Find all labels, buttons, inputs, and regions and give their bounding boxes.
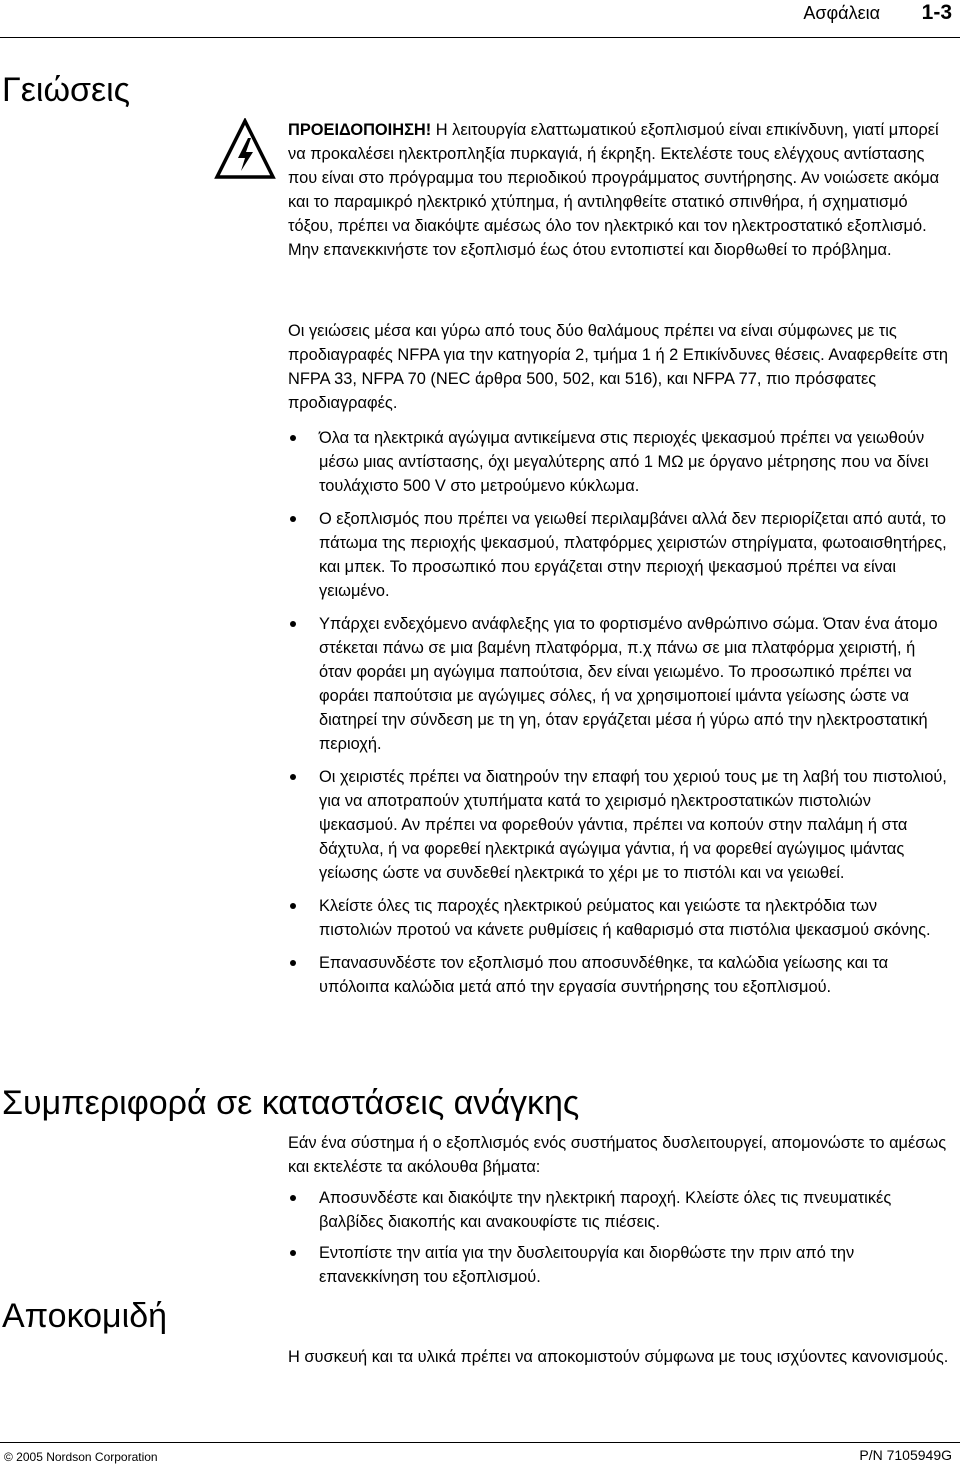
warning-label: ΠΡΟΕΙΔΟΠΟΙΗΣΗ!	[288, 121, 432, 139]
header-page-number: 1-3	[921, 1, 952, 24]
list-item: Επανασυνδέστε τον εξοπλισμό που αποσυνδέθηκε, τα καλώδια γείωσης και τα υπόλοιπα καλώδια μετά από την εργασία συντήρησης του εξοπλισμού.	[288, 951, 952, 999]
bullet-icon	[290, 435, 296, 441]
header-rule	[0, 37, 960, 38]
grounding-intro-text: Οι γειώσεις μέσα και γύρω από τους δύο θαλάμους πρέπει να είναι σύμφωνες με τις προδιαγραφές NFPA για την κατηγορία 2, τμήμα 1 ή 2 Επικίνδυνες θέσεις. Αναφερθείτε στη NFPA 33, NFPA 70 (NEC άρθρα 500, 502, και 516), και NFPA 77, πιο πρόσφατες προδιαγραφές.	[288, 322, 949, 412]
list-item: Κλείστε όλες τις παροχές ηλεκτρικού ρεύματος και γειώστε τα ηλεκτρόδια των πιστολιών προτού να κάνετε ρυθμίσεις ή καθαρισμό στα πιστόλια ψεκασμού σκόνης.	[288, 894, 952, 942]
list-item: Υπάρχει ενδεχόμενο ανάφλεξης για το φορτισμένο ανθρώπινο σώμα. Όταν ένα άτομο στέκεται πάνω σε μια βαμένη πλατφόρμα, π.χ πάνω σε μια πλατφόρμα χειριστή, ή όταν φοράει μη αγώγιμα παπούτσια, δεν είναι γειωμένο. Το προσωπικό πρέπει να φοράει παπούτσια με αγώγιμες σόλες, ή να χρησιμοποιεί ιμάντα γείωσης ώστε να διατηρεί την σύνδεση με τη γη, όταν εργάζεται μέσα ή γύρω από την ηλεκτροστατική περιοχή.	[288, 612, 952, 756]
electrical-hazard-triangle-icon	[214, 118, 276, 180]
disposal-heading: Αποκομιδή	[2, 1297, 168, 1335]
footer-copyright: © 2005 Nordson Corporation	[4, 1450, 158, 1464]
grounding-heading: Γειώσεις	[2, 71, 131, 109]
warning-text: Η λειτουργία ελαττωματικού εξοπλισμού είναι επικίνδυνη, γιατί μπορεί να προκαλέσει ηλεκτροπληξία πυρκαγιά, ή έκρηξη. Εκτελέστε τους ελέγχους αντίστασης που είναι στο πρόγραμμα του περιοδικού προγράμματος συντήρησης. Αν νοιώσετε ακόμα και το παραμικρό ηλεκτρικό χτύπημα, ή αντιληφθείτε στατικό σπινθήρα, ή σχηματισμό τόξου, πρέπει να διακόψτε αμέσως όλο τον ηλεκτρικό και τον ηλεκτροστατικό εξοπλισμό. Μην επανεκκινήστε τον εξοπλισμό έως ότου εντοπιστεί και διορθωθεί το πρόβλημα.	[288, 121, 940, 259]
grounding-intro-paragraph	[288, 319, 952, 415]
bullet-icon	[290, 1250, 296, 1256]
bullet-icon	[290, 903, 296, 909]
disposal-paragraph	[288, 1345, 952, 1369]
list-item: Αποσυνδέστε και διακόψτε την ηλεκτρική παροχή. Κλείστε όλες τις πνευματικές βαλβίδες διακοπής και ανακουφίστε τις πιέσεις.	[288, 1186, 952, 1234]
footer-part-number: P/N 7105949G	[859, 1447, 952, 1463]
bullet-icon	[290, 774, 296, 780]
list-item: Όλα τα ηλεκτρικά αγώγιμα αντικείμενα στις περιοχές ψεκασμού πρέπει να γειωθούν μέσω μιας αντίστασης, όχι μεγαλύτερης από 1 MΩ με όργανο μέτρησης που να δίνει τουλάχιστο 500 V στο μετρούμενο κύκλωμα.	[288, 426, 952, 498]
disposal-text: Η συσκευή και τα υλικά πρέπει να αποκομιστούν σύμφωνα με τους ισχύοντες κανονισμούς.	[288, 1348, 949, 1366]
bullet-icon	[290, 621, 296, 627]
bullet-icon	[290, 960, 296, 966]
emergency-intro-text: Εάν ένα σύστημα ή ο εξοπλισμός ενός συστήματος δυσλειτουργεί, απομονώστε το αμέσως και εκτελέστε τα ακόλουθα βήματα:	[288, 1134, 947, 1176]
grounding-bullet-list	[288, 426, 952, 1008]
emergency-heading: Συμπεριφορά σε καταστάσεις ανάγκης	[2, 1084, 580, 1122]
emergency-bullet-list	[288, 1186, 952, 1296]
bullet-icon	[290, 516, 296, 522]
footer-rule	[0, 1442, 960, 1443]
list-item: Εντοπίστε την αιτία για την δυσλειτουργία και διορθώστε την πριν από την επανεκκίνηση του εξοπλισμού.	[288, 1241, 952, 1289]
page-header	[0, 0, 960, 40]
bullet-icon	[290, 1195, 296, 1201]
warning-notice	[288, 118, 952, 262]
list-item: Ο εξοπλισμός που πρέπει να γειωθεί περιλαμβάνει αλλά δεν περιορίζεται από αυτά, το πάτωμα της περιοχής ψεκασμού, πλατφόρμες χειριστών στηρίγματα, φωτοαισθητήρες, και μπεκ. Το προσωπικό που εργάζεται στην περιοχή ψεκασμού πρέπει να είναι γειωμένο.	[288, 507, 952, 603]
list-item: Οι χειριστές πρέπει να διατηρούν την επαφή του χεριού τους με τη λαβή του πιστολιού, για να αποτραπούν χτυπήματα κατά το χειρισμό ηλεκτροστατικών πιστολιών ψεκασμού. Αν πρέπει να φορεθούν γάντια, πρέπει να κοπούν στην παλάμη ή στα δάχτυλα, ή να φορεθεί ηλεκτρικά αγώγιμα γάντια, ή να φορεθεί αγώγιμος ιμάντας γείωσης ώστε να συνδεθεί ηλεκτρικά το χέρι με το πιστόλι και να γειωθεί.	[288, 765, 952, 885]
header-section-title: Ασφάλεια	[803, 3, 880, 23]
emergency-intro-paragraph	[288, 1131, 952, 1179]
